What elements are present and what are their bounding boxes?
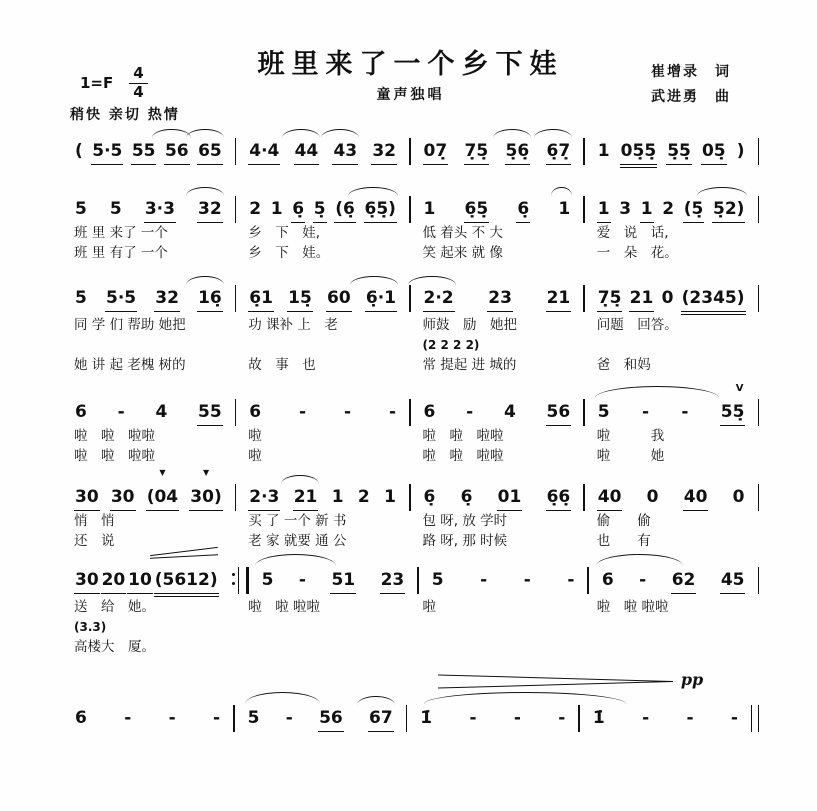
note-token: 65 <box>197 138 223 165</box>
note-token: 20 <box>101 567 127 594</box>
barline <box>758 399 760 426</box>
note-token: 32 <box>371 138 397 165</box>
barline <box>758 567 760 594</box>
measure <box>62 468 235 511</box>
notes-row <box>62 705 759 732</box>
note-token: 16̣ <box>197 285 223 312</box>
note-token: 7̣5̣ <box>597 285 623 312</box>
subtitle: 童声独唱 <box>376 87 445 103</box>
note-token: 5̣ <box>313 196 327 223</box>
note-token: 45 <box>720 567 746 594</box>
note-token: - <box>641 402 650 422</box>
note-token: 6̣ <box>291 196 305 223</box>
measure <box>235 705 406 732</box>
spacer <box>758 618 760 637</box>
note-token: 5 <box>597 402 610 422</box>
measure <box>585 285 758 315</box>
meter-numerator: 4 <box>129 66 147 84</box>
lyric-cell: 功 课补 上 老 <box>248 317 338 333</box>
note-token: (5612) <box>154 567 219 597</box>
note-token: 7̣5̣ <box>464 138 490 165</box>
note-token: (2345) <box>681 285 746 315</box>
lyric-cell: 偷 偷 <box>596 513 651 529</box>
lyric-cell: 乡 下 娃。 <box>248 245 330 261</box>
lyric-line-1 <box>62 316 759 335</box>
measure <box>236 196 409 223</box>
note-token: 6̣ <box>460 487 473 507</box>
note-token: - <box>642 708 650 728</box>
lyric-cell: 路 呀, 那 时候 <box>422 533 508 549</box>
lyric-line-1 <box>62 512 759 531</box>
system-3 <box>62 285 759 375</box>
note-token: (5̣ <box>683 196 705 223</box>
note-token: - <box>681 402 689 422</box>
note-token: 1 <box>640 196 654 223</box>
notes-row <box>62 383 759 426</box>
measure <box>585 138 758 168</box>
note-token: 5̣2) <box>712 196 745 223</box>
ossia-cell <box>411 618 584 637</box>
lyric-cell: 啦 啦 啦啦 <box>596 599 669 615</box>
slur-arc <box>595 386 719 398</box>
note-token: 21 <box>546 285 572 312</box>
note-token: 6̣7̣ <box>546 138 572 165</box>
lyric-line-1 <box>62 224 759 243</box>
ossia-cell <box>236 336 409 355</box>
ossia-cell <box>585 618 758 637</box>
note-token: - <box>686 708 694 728</box>
lyric-cell: 乡 下 娃, <box>248 225 321 241</box>
note-token: 62 <box>671 567 697 594</box>
note-token: - <box>639 570 647 590</box>
notes-row <box>62 196 759 223</box>
notes-row <box>62 285 759 315</box>
measure <box>585 383 758 426</box>
lyric-cell: 一 朵 花。 <box>596 245 678 261</box>
lyric-cell: 啦 啦 啦啦 <box>74 428 155 444</box>
slur-arc <box>245 692 320 704</box>
note-token: - <box>558 708 566 728</box>
barline <box>758 196 760 223</box>
slur-arc <box>255 554 336 566</box>
note-token: 6̣ <box>423 487 436 507</box>
lyric-cell: 问题 回答。 <box>596 317 678 333</box>
note-token: 5 <box>75 288 87 308</box>
note-token: 4·4 <box>248 138 280 165</box>
notes-row <box>62 567 759 597</box>
note-token: 44 <box>294 138 320 165</box>
note-token: 6̣·1 <box>365 285 397 312</box>
dynamic-marking: pp <box>680 670 704 689</box>
measure <box>236 285 409 312</box>
barline <box>758 138 760 165</box>
note-token: 07̣ <box>423 138 449 165</box>
note-token: 6 <box>75 708 87 728</box>
note-token: - <box>513 708 521 728</box>
note-token: 0 <box>661 288 674 308</box>
note-token: 2 <box>357 487 370 507</box>
gliss-mark <box>150 550 218 560</box>
system-1 <box>62 138 759 168</box>
score <box>62 138 759 732</box>
ossia-cell: (3.3) <box>74 620 107 634</box>
note-token: 30 <box>74 484 100 511</box>
notes-row <box>62 138 759 168</box>
note-token: - <box>523 570 531 590</box>
meter-denominator: 4 <box>133 82 144 101</box>
note-token: 1 <box>423 199 436 219</box>
lyric-cell: 啦 她 <box>596 448 665 464</box>
measure <box>407 705 578 731</box>
measure <box>411 399 584 426</box>
spacer <box>758 336 760 355</box>
note-token: 6̣1 <box>248 285 274 312</box>
note-token: 5̣5̣ <box>666 138 692 165</box>
note-token: 1 <box>597 196 611 223</box>
note-token: 6 <box>249 402 262 422</box>
note-token: 30) ▼ <box>189 484 222 511</box>
lyric-cell: 包 呀, 放 学时 <box>422 513 508 529</box>
barline <box>758 285 760 312</box>
note-token: 2·3 <box>248 484 280 511</box>
lyric-cell: 啦 啦 啦啦 <box>74 448 155 464</box>
lyric-cell: 买 了 一个 新 书 <box>248 513 347 529</box>
lyricist-credit: 崔增录 词 <box>651 64 731 80</box>
measure <box>62 399 235 426</box>
note-token: 60 <box>326 285 352 312</box>
spacer <box>758 447 760 466</box>
lyric-line-2 <box>62 244 759 263</box>
note-token: - <box>343 402 352 422</box>
system-6 <box>62 567 759 657</box>
lyric-cell: 啦 啦 啦啦 <box>248 599 321 615</box>
note-token: 1 <box>557 196 571 222</box>
note-token: 0 <box>732 487 745 507</box>
note-token: 6 <box>423 402 436 422</box>
measure <box>585 196 758 223</box>
lyric-line-2 <box>62 638 759 657</box>
system-5 <box>62 468 759 551</box>
lyric-line-2 <box>62 356 759 375</box>
spacer <box>758 427 760 446</box>
lyric-cell: 老 家 就要 通 公 <box>248 533 347 549</box>
note-token: 30 <box>110 484 136 511</box>
measure <box>580 705 751 731</box>
ossia-cell <box>62 336 235 355</box>
note-token: 43 <box>332 138 358 165</box>
lyric-cell <box>411 638 584 657</box>
lyric-cell <box>236 638 409 657</box>
spacer <box>758 638 760 657</box>
decrescendo-hairpin <box>438 670 704 689</box>
note-token: 21 <box>629 285 655 312</box>
spacer <box>758 532 760 551</box>
tempo-marking: 稍快 亲切 热情 <box>70 107 180 123</box>
lyric-cell: 爸 和妈 <box>596 357 651 373</box>
lyric-cell: 班 里 有了 一个 <box>74 245 168 261</box>
note-token: 4 <box>155 402 168 422</box>
note-token: 05̣5̣ <box>620 138 658 168</box>
note-token: 55 <box>131 138 157 165</box>
measure <box>411 285 584 312</box>
note-token: ( <box>75 141 83 161</box>
note-token: 2·2 <box>423 285 455 312</box>
note-token: 6̣ <box>516 196 530 223</box>
barline <box>751 705 759 732</box>
note-token: 1 <box>270 199 283 219</box>
note-token: ) <box>736 141 745 161</box>
measure <box>62 285 235 312</box>
note-token: 56 <box>164 138 190 165</box>
note-token: - <box>567 570 575 590</box>
lyric-cell: 师鼓 励 她把 <box>422 317 517 333</box>
note-token: 6 <box>601 570 614 590</box>
notes-row <box>62 468 759 511</box>
measure <box>62 567 231 597</box>
note-token: 3 <box>619 199 632 219</box>
composer-credit: 武进勇 曲 <box>651 89 731 106</box>
lyric-cell: 啦 <box>422 599 436 615</box>
note-token: 4 <box>503 402 516 422</box>
note-token: 01 <box>497 484 523 511</box>
measure <box>236 138 409 165</box>
note-token: 6 <box>75 402 87 422</box>
note-token: 5·5 <box>105 285 137 312</box>
note-token: 5 <box>261 570 274 590</box>
spacer <box>758 356 760 375</box>
note-token: 10 <box>127 567 153 594</box>
barline <box>231 567 249 594</box>
barline <box>758 484 760 511</box>
note-token: - <box>388 402 396 422</box>
lyric-cell: 啦 <box>248 448 262 464</box>
lyric-cell: 同 学 们 帮助 她把 <box>74 317 186 333</box>
staccato-mark: ▼ <box>202 468 210 477</box>
measure <box>419 567 588 593</box>
measure <box>62 196 235 223</box>
slur-arc <box>596 554 684 566</box>
measure <box>589 567 758 594</box>
lyric-cell: 故 事 也 <box>248 357 316 373</box>
note-token: 1 <box>331 487 344 507</box>
ossia-cell <box>236 618 409 637</box>
note-token: 1̇ <box>420 708 433 728</box>
system-7 <box>62 663 759 732</box>
note-token: - <box>124 708 132 728</box>
note-token: 3·3 <box>144 196 176 223</box>
lyric-cell: 低 着头 不 大 <box>422 225 503 241</box>
key-and-meter <box>80 66 148 101</box>
lyric-cell: 高楼大 厦。 <box>74 639 155 655</box>
measure <box>411 138 584 165</box>
note-token: 51 <box>330 567 356 594</box>
measure <box>236 399 409 425</box>
lyric-cell: 啦 啦 啦啦 <box>422 448 504 464</box>
lyric-cell: 班 里 来了 一个 <box>74 225 168 241</box>
system-4 <box>62 383 759 466</box>
system-2 <box>62 196 759 263</box>
slur-arc <box>424 692 626 704</box>
lyric-cell: 送 给 她。 <box>74 599 155 615</box>
note-token: - <box>168 708 176 728</box>
page-title: 班里来了一个乡下娃 <box>257 49 564 80</box>
note-token: - <box>117 402 125 422</box>
note-token: 5 <box>75 199 87 219</box>
note-token: - <box>213 708 221 728</box>
lyric-cell: 也 有 <box>596 533 651 549</box>
note-token: 32 <box>154 285 180 312</box>
measure <box>62 138 235 165</box>
lyric-line-2 <box>62 532 759 551</box>
spacer <box>758 512 760 531</box>
note-token: 6̣6̣ <box>546 484 572 511</box>
note-token: 56 <box>546 399 572 426</box>
note-token: - <box>298 570 306 590</box>
lyric-line-2 <box>62 447 759 466</box>
lyric-cell: 常 提起 进 城的 <box>422 357 517 373</box>
lyric-cell: 爱 说 话, <box>596 225 669 241</box>
note-token: 5 <box>431 570 444 590</box>
lyric-line-1 <box>62 427 759 446</box>
note-token: 15̣ <box>287 285 313 312</box>
note-token: - <box>480 570 488 590</box>
note-token: - <box>299 402 307 422</box>
note-token: 23 <box>380 567 406 594</box>
spacer <box>758 316 760 335</box>
spacer <box>758 598 760 617</box>
note-token: 67 <box>368 705 394 732</box>
note-token: 55̣ V <box>720 399 746 426</box>
measure <box>411 196 584 223</box>
spacer <box>758 224 760 243</box>
note-token: 5 <box>247 708 260 728</box>
note-token: 6̣5̣) <box>364 196 397 223</box>
ossia-cell: (2 2 2 2) <box>422 338 480 352</box>
note-token: 2 <box>662 199 675 219</box>
note-token: (04 ▼ <box>146 484 179 511</box>
time-signature <box>129 66 147 101</box>
note-token: - <box>466 402 474 422</box>
credits <box>651 60 731 110</box>
lyric-cell: 啦 啦 啦啦 <box>422 428 504 444</box>
key-label: 1=F <box>80 74 114 93</box>
note-token: 5̣6̣ <box>505 138 531 165</box>
spacer <box>758 244 760 263</box>
staccato-mark: ▼ <box>159 468 166 477</box>
lyric-cell: 啦 <box>248 428 262 444</box>
lyric-cell: 她 讲 起 老槐 树的 <box>74 357 186 373</box>
lyric-cell: 笑 起来 就 像 <box>422 245 503 261</box>
note-token: 5 <box>109 199 122 219</box>
note-token: 6̣5̣ <box>464 196 490 223</box>
note-token: - <box>730 708 738 728</box>
note-token: 56 <box>318 705 344 732</box>
note-token: 1̇ <box>592 708 605 728</box>
measure <box>411 484 584 511</box>
ossia-row <box>62 618 759 637</box>
note-token: 55 <box>197 399 223 426</box>
note-token: 05̣ <box>701 138 727 165</box>
measure <box>236 484 409 511</box>
note-token: 40 <box>597 484 623 511</box>
note-token: 1 <box>384 487 396 507</box>
ossia-cell <box>585 336 758 355</box>
measure <box>249 567 418 594</box>
note-token: 23 <box>487 285 513 312</box>
lyric-cell: 还 说 <box>74 533 115 549</box>
header <box>62 26 759 130</box>
measure <box>62 705 233 731</box>
note-token: 30 <box>74 567 100 594</box>
measure <box>585 484 758 511</box>
note-token: 1 <box>597 141 610 161</box>
ossia-row <box>62 336 759 355</box>
note-token: 40 <box>683 484 709 511</box>
note-token: 2 <box>249 199 262 219</box>
note-token: - <box>285 708 293 728</box>
note-token: 5·5 <box>91 138 123 165</box>
note-token: 0 <box>646 487 659 507</box>
note-token: 32 <box>197 196 223 223</box>
breath-mark: V <box>735 383 744 394</box>
lyric-cell: 悄 悄 <box>74 513 115 529</box>
note-token: - <box>469 708 477 728</box>
note-token: (6̣ <box>334 196 356 223</box>
lyric-cell <box>585 638 758 657</box>
lyric-cell: 啦 我 <box>596 428 665 444</box>
lyric-line-1 <box>62 598 759 617</box>
note-token: 21 <box>293 484 319 511</box>
